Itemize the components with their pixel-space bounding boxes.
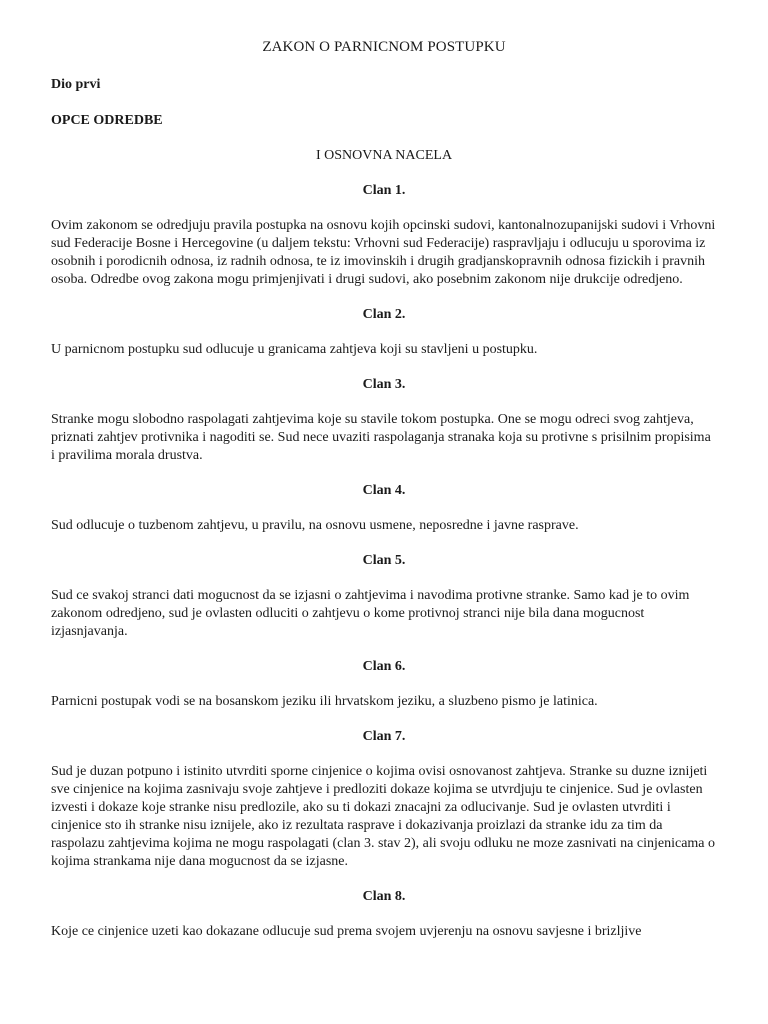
article-heading-8: Clan 8. — [362, 889, 406, 904]
article-text-1: Ovim zakonom se odredjuju pravila postupka na osnovu kojih opcinski sudovi, kantonalnozupanijski sudovi i Vrhovni sud Federacije Bosne i Hercegovine (u daljem tekstu: Vrhovni sud Federacije) raspravljaju i odlucuju u sporovima iz osobnih i porodicnih odnosa, iz radnih odnosa, te iz imovinskih i drugih gradjanskopravnih odnosa fizickih i pravnih osoba. Odredbe ovog zakona mogu primjenjivati i drugi sudovi, ako posebnim zakonom nije drukcije odredjeno. — [51, 218, 716, 287]
article-heading-2: Clan 2. — [362, 307, 406, 322]
article-text-2: U parnicnom postupku sud odlucuje u granicama zahtjeva koji su stavljeni u postupku. — [51, 342, 538, 357]
part-label: Dio prvi — [51, 77, 101, 92]
article-text-6: Parnicni postupak vodi se na bosanskom jeziku ili hrvatskom jeziku, a sluzbeno pismo je latinica. — [51, 694, 598, 709]
chapter-title: I OSNOVNA NACELA — [315, 148, 453, 163]
article-heading-3: Clan 3. — [362, 377, 406, 392]
article-text-3: Stranke mogu slobodno raspolagati zahtjevima koje su stavile tokom postupka. One se mogu odreci svog zahtjeva, priznati zahtjev protivnika i nagoditi se. Sud nece uvaziti raspolaganja stranaka koja su protivne s prisilnim propisima i pravilima morala drustva. — [51, 412, 711, 463]
document-content — [51, 38, 717, 941]
article-heading-6: Clan 6. — [362, 659, 406, 674]
document-title: ZAKON O PARNICNOM POSTUPKU — [262, 39, 506, 55]
article-text-8: Koje ce cinjenice uzeti kao dokazane odlucuje sud prema svojem uvjerenju na osnovu savjesne i brizljive — [51, 924, 642, 939]
article-heading-7: Clan 7. — [362, 729, 406, 744]
article-text-5: Sud ce svakoj stranci dati mogucnost da se izjasni o zahtjevima i navodima protivne stranke. Samo kad je to ovim zakonom odredjeno, sud je ovlasten odluciti o zahtjevu o kome protivnoj stranci nije bila dana mogucnost izjasnjavanja. — [51, 588, 690, 639]
article-text-4: Sud odlucuje o tuzbenom zahtjevu, u pravilu, na osnovu usmene, neposredne i javne rasprave. — [51, 518, 579, 533]
article-heading-4: Clan 4. — [362, 483, 406, 498]
article-heading-5: Clan 5. — [362, 553, 406, 568]
article-text-7: Sud je duzan potpuno i istinito utvrditi sporne cinjenice o kojima ovisi osnovanost zahtjeva. Stranke su duzne iznijeti sve cinjenice na kojima zasnivaju svoje zahtjeve i predloziti dokaze kojima se utvrdjuju te cinjenice. Sud je ovlasten izvesti i dokaze koje stranke nisu predlozile, ako su ti dokazi znacajni za odlucivanje. Sud je ovlasten utvrditi i cinjenice sto ih stranke nisu iznijele, ako iz rezultata rasprave i dokazivanja proizlazi da stranke idu za tim da raspolazu zahtjevima kojima ne mogu raspolagati (clan 3. stav 2), ali svoju odluku ne moze zasnivati na cinjenicama o kojima strankama nije dana mogucnost da se izjasne. — [51, 764, 716, 869]
article-heading-1: Clan 1. — [362, 183, 406, 198]
part-title: OPCE ODREDBE — [51, 113, 163, 128]
